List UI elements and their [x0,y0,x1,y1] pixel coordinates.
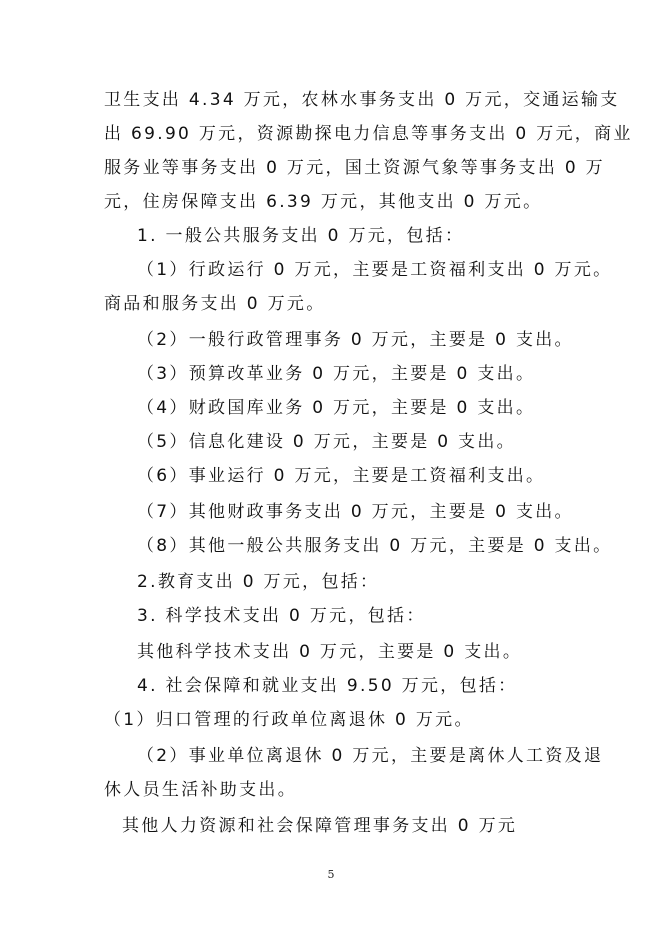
list-item-1-4: （4）财政国库业务 0 万元，主要是 0 支出。 [137,398,536,418]
list-item-1-7: （7）其他财政事务支出 0 万元，主要是 0 支出。 [137,502,574,522]
list-item-1-1: （1）行政运行 0 万元，主要是工资福利支出 0 万元。 [137,260,613,280]
list-item-1-6: （6）事业运行 0 万元，主要是工资福利支出。 [137,466,546,486]
body-line-1: 卫生支出 4.34 万元，农林水事务支出 0 万元，交通运输支 [104,90,620,110]
list-item-1-8: （8）其他一般公共服务支出 0 万元，主要是 0 支出。 [137,536,613,556]
list-item-1-2: （2）一般行政管理事务 0 万元，主要是 0 支出。 [137,330,574,350]
section-heading-1: 1. 一般公共服务支出 0 万元，包括： [137,226,465,246]
body-line-2: 出 69.90 万元，资源勘探电力信息等事务支出 0 万元，商业 [104,124,633,144]
list-item-4-2-continued: 休人员生活补助支出。 [104,780,297,800]
page-number: 5 [327,868,335,881]
list-item-1-3: （3）预算改革业务 0 万元，主要是 0 支出。 [137,364,536,384]
section-heading-2: 2.教育支出 0 万元，包括： [137,572,380,592]
list-item-4-1: （1）归口管理的行政单位离退休 0 万元。 [104,710,474,730]
section-heading-4: 4. 社会保障和就业支出 9.50 万元，包括： [137,676,518,696]
body-line-4: 元，住房保障支出 6.39 万元，其他支出 0 万元。 [104,192,543,212]
list-item-4-3: 其他人力资源和社会保障管理事务支出 0 万元 [122,816,518,836]
list-item-1-5: （5）信息化建设 0 万元，主要是 0 支出。 [137,432,516,452]
body-line-3: 服务业等事务支出 0 万元，国土资源气象等事务支出 0 万 [104,158,605,178]
list-item-3-1: 其他科学技术支出 0 万元，主要是 0 支出。 [137,642,523,662]
list-item-4-2: （2）事业单位离退休 0 万元，主要是离休人工资及退 [137,746,604,766]
section-heading-3: 3. 科学技术支出 0 万元，包括： [137,606,426,626]
list-item-1-1-continued: 商品和服务支出 0 万元。 [104,294,326,314]
